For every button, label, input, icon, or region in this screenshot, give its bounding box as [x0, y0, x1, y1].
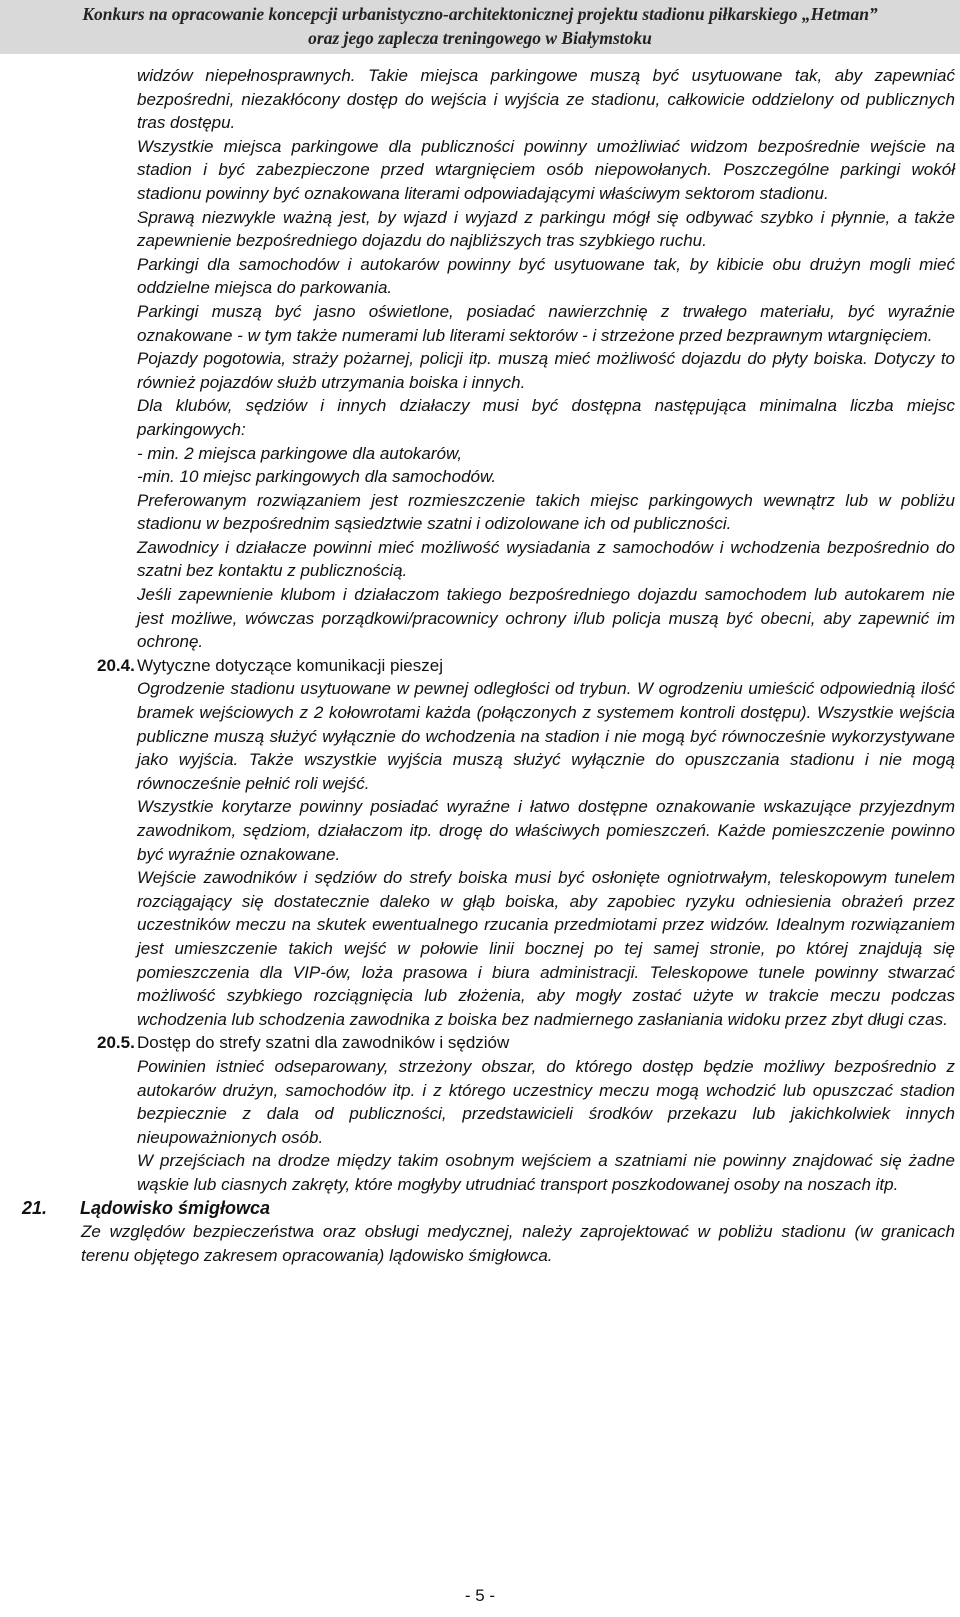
page-number: - 5 - — [464, 1586, 496, 1605]
section-heading-21 — [22, 1197, 960, 1221]
section-title: Dostęp do strefy szatni dla zawodników i sędziów — [137, 1033, 510, 1053]
header-line-2: oraz jego zaplecza treningowego w Białymstoku — [308, 28, 652, 48]
paragraph-players-dropoff: Zawodnicy i działacze powinni mieć możliwość wysiadania z samochodów i wchodzenia bezpośrednio do szatni bez kontaktu z publicznością. — [137, 537, 955, 581]
document-body — [0, 64, 960, 1267]
section-number: 20.4. — [97, 655, 135, 675]
paragraph-fence-gates: Ogrodzenie stadionu usytuowane w pewnej odległości od trybun. W ogrodzeniu umieścić odpowiednią ilość bramek wejściowych z 2 kołowrotami każda (połączonych z systemem kontroli dostępu). Wszystkie wejścia publiczne muszą służyć wyłącznie do wchodzenia na stadion i nie mogą być równocześnie wykorzystywane jako wyjścia. Także wszystkie wyjścia muszą służyć wyłącznie do opuszczania stadionu i nie mogą równocześnie pełnić roli wejść. — [137, 679, 955, 793]
section-number: 21. — [22, 1197, 48, 1218]
section-title: Wytyczne dotyczące komunikacji pieszej — [137, 655, 443, 675]
section-title: Lądowisko śmigłowca — [80, 1197, 271, 1218]
paragraph-parking-access: Sprawą niezwykle ważną jest, by wjazd i wyjazd z parkingu mógł się odbywać szybko i płynnie, a także zapewnienie bezpośredniego dojazdu do najbliższych tras szybkiego ruchu. — [137, 207, 955, 251]
paragraph-preferred-solution: Preferowanym rozwiązaniem jest rozmieszczenie takich miejsc parkingowych wewnątrz lub w pobliżu stadionu w bezpośrednim sąsiedztwie szatni i odizolowane ich od publiczności. — [137, 490, 955, 534]
paragraph-helipad: Ze względów bezpieczeństwa oraz obsługi medycznej, należy zaprojektować w pobliżu stadionu (w granicach terenu objętego zakresem opracowania) lądowisko śmigłowca. — [81, 1222, 955, 1265]
list-item-car-spaces: -min. 10 miejsc parkingowych dla samochodów. — [137, 467, 497, 487]
paragraph-emergency-vehicles: Pojazdy pogotowia, straży pożarnej, policji itp. muszą mieć możliwość dojazdu do płyty boiska. Dotyczy to również pojazdów służb utrzymania boiska i innych. — [137, 349, 955, 392]
paragraph-corridor-signage: Wszystkie korytarze powinny posiadać wyraźne i łatwo dostępne oznakowanie wskazujące przyjezdnym zawodnikom, sędziom, działaczom itp. drogę do właściwych pomieszczeń. Każde pomieszczenie powinno być wyraźnie oznakowane. — [137, 797, 955, 864]
paragraph-passages: W przejściach na drodze między takim osobnym wejściem a szatniami nie powinny znajdować się żadne wąskie lub ciasnych zakręty, które mogłyby utrudniać transport poszkodowanej osoby na noszach itp. — [137, 1151, 955, 1194]
paragraph-secured-area: Powinien istnieć odseparowany, strzeżony obszar, do którego dostęp będzie możliwy bezpośrednio z autokarów drużyn, samochodów itp. i z którego uczestnicy meczu mogą wchodzić lub opuszczać stadion bezpiecznie z dala od publiczności, przedstawicieli środków przekazu lub jakichkolwiek innych nieupoważnionych osób. — [137, 1056, 955, 1147]
section-heading-20-4 — [97, 654, 955, 678]
paragraph-parking-lighting: Parkingi muszą być jasno oświetlone, posiadać nawierzchnię z trwałego materiału, być wyraźnie oznakowane - w tym także numerami lub literami sektorów - i strzeżone przed bezprawnym wtargnięciem. — [137, 301, 955, 345]
list-item-bus-spaces: - min. 2 miejsca parkingowe dla autokarów, — [137, 443, 463, 463]
paragraph-fan-separation: Parkingi dla samochodów i autokarów powinny być usytuowane tak, by kibicie obu drużyn mogli mieć oddzielne miejsca do parkowania. — [137, 254, 955, 298]
paragraph-club-parking: Dla klubów, sędziów i innych działaczy musi być dostępna następująca minimalna liczba miejsc parkingowych: — [137, 396, 955, 439]
document-header — [0, 0, 960, 54]
paragraph-accessible-parking: widzów niepełnosprawnych. Takie miejsca parkingowe muszą być usytuowane tak, aby zapewniać bezpośredni, niezakłócony dostęp do wejścia i wyjścia ze stadionu, całkowicie oddzielony od publicznych tras dostępu. — [137, 66, 955, 133]
section-number: 20.5. — [97, 1033, 135, 1053]
section-heading-20-5 — [97, 1031, 955, 1055]
paragraph-telescopic-tunnel: Wejście zawodników i sędziów do strefy boiska musi być osłonięte ogniotrwałym, teleskopowym tunelem rozciągający się dostatecznie daleko w głąb boiska, aby zapobiec ryzyku odniesienia obrażeń przez uczestników meczu na skutek ewentualnego rzucania przedmiotami przez widzów. Idealnym rozwiązaniem jest umieszczenie takich wejść w połowie linii bocznej po tej samej stronie, po której znajdują się pomieszczenia dla VIP-ów, loża prasowa i biura administracji. Teleskopowe tunele powinny stwarzać możliwość szybkiego rozciągnięcia lub złożenia, aby mogły zostać użyte w trakcie meczu podczas wchodzenia lub schodzenia zawodnika z boiska bez nadmiernego zasłaniania widoku przez zbyt długi czas. — [137, 868, 955, 1029]
paragraph-security-presence: Jeśli zapewnienie klubom i działaczom takiego bezpośredniego dojazdu samochodem lub autokarem nie jest możliwe, wówczas porządkowi/pracownicy ochrony i/lub policja muszą być obecni, aby zapewnić im ochronę. — [137, 585, 955, 652]
header-line-1: Konkurs na opracowanie koncepcji urbanistyczno-architektonicznej projektu stadionu piłkarskiego „Hetman” — [82, 4, 878, 24]
paragraph-public-parking: Wszystkie miejsca parkingowe dla publiczności powinny umożliwiać widzom bezpośrednie wejście na stadion i być zabezpieczone przed wtargnięciem osób niepowołanych. Poszczególne parkingi wokół stadionu powinny być oznakowana literami odpowiadającymi właściwym sektorom stadionu. — [137, 136, 955, 203]
